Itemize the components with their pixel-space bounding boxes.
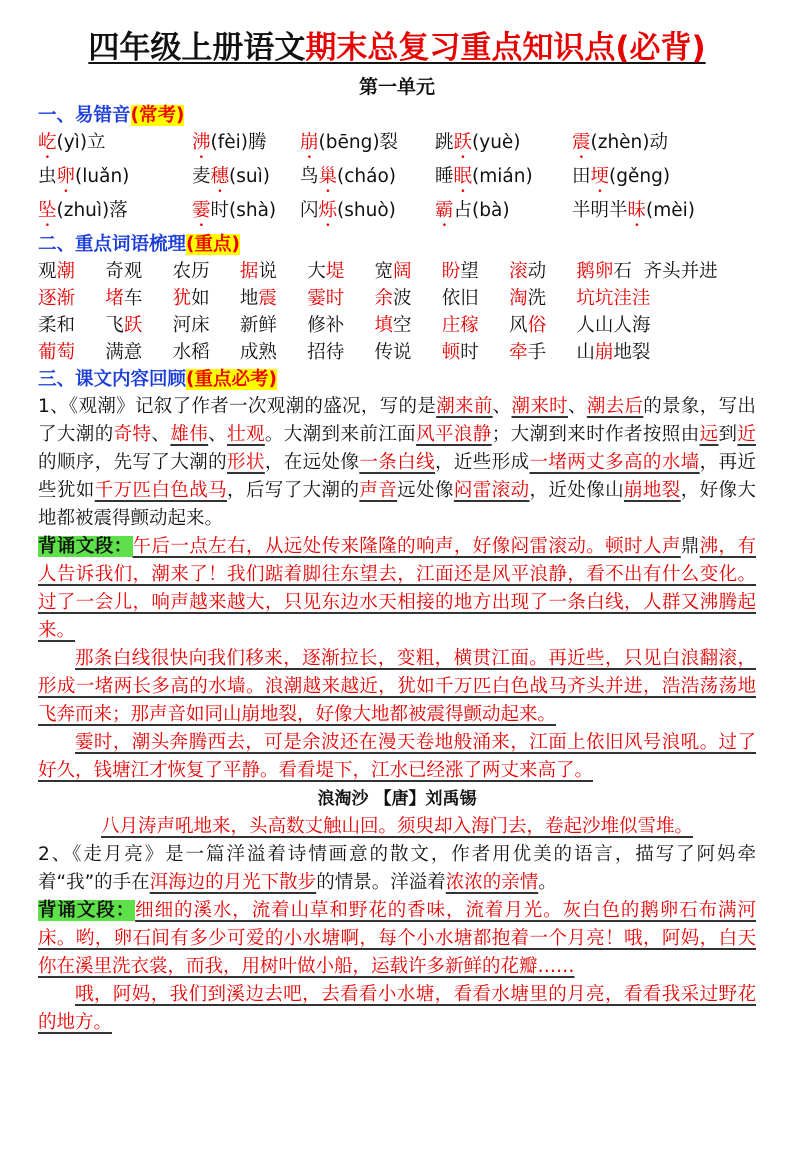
page-title — [38, 28, 756, 68]
poem-title: 浪淘沙 【唐】刘禹锡 — [317, 789, 477, 809]
grid-cell — [240, 285, 307, 312]
grid-cell — [192, 129, 300, 163]
text-segment: 沸 — [192, 132, 211, 153]
text-segment: 坠 — [38, 200, 57, 221]
text-segment: 跃 — [453, 132, 473, 153]
text-segment: 崩地裂 — [624, 480, 681, 501]
text-segment: (zhuì)落 — [56, 200, 128, 221]
text-segment: 震 — [258, 288, 277, 309]
grid-cell — [300, 129, 435, 163]
grid-cell — [307, 285, 374, 312]
grid-cell — [105, 258, 172, 285]
grid-cell — [576, 285, 651, 312]
grid-cell — [576, 339, 651, 366]
text-segment: 的景象，写出了大潮的 — [38, 396, 756, 445]
grid-cell — [576, 258, 643, 285]
text-segment: 俗 — [527, 315, 547, 336]
text-segment: 昧 — [627, 200, 647, 221]
text-segment: 波 — [393, 288, 412, 309]
text-segment: (fèi)腾 — [210, 132, 267, 153]
grid-cell — [442, 312, 509, 339]
text-segment: 满意 — [105, 342, 143, 363]
text-segment: 穗 — [210, 166, 230, 187]
text-segment: 。大潮到来前江面 — [264, 424, 417, 445]
grid-cell — [307, 258, 374, 285]
text-segment: 农历 — [172, 261, 210, 282]
grid-cell — [105, 285, 172, 312]
text-segment: 逐渐 — [38, 288, 76, 309]
text-segment: 新鲜 — [239, 315, 277, 336]
text-segment: (mián) — [472, 166, 533, 187]
text-segment: 潮来前 — [436, 396, 493, 417]
text-segment: (yuè) — [472, 132, 521, 153]
poem-text — [38, 813, 756, 841]
text-segment: (zhèn)动 — [590, 132, 668, 153]
words-grid — [38, 258, 756, 366]
text-segment: 屹 — [38, 132, 57, 153]
grid-cell — [643, 258, 718, 285]
document-page — [0, 28, 793, 1037]
text-segment: 睡 — [435, 166, 454, 187]
text-segment: 雄伟 — [170, 424, 209, 445]
text-segment: 地裂 — [613, 342, 651, 363]
grid-cell — [300, 197, 435, 231]
grid-row — [38, 285, 756, 312]
grid-cell — [572, 163, 670, 197]
text-segment: 一条白线 — [359, 452, 435, 473]
text-segment: 的情景。洋溢着 — [316, 872, 446, 893]
text-segment: 、 — [151, 424, 171, 445]
text-segment: 动 — [527, 261, 547, 282]
text-segment: 霸 — [435, 200, 454, 221]
grid-row — [38, 339, 756, 366]
text-segment: 修补 — [307, 315, 345, 336]
text-segment: (suì) — [229, 166, 270, 187]
text-segment: 、 — [208, 424, 228, 445]
text-segment: ；大潮到来时作者按照由 — [491, 424, 700, 445]
grid-cell — [192, 163, 300, 197]
text-segment: 传说 — [374, 342, 412, 363]
text-segment: ，近些形成 — [434, 452, 530, 473]
text-segment: 奇观 — [105, 261, 143, 282]
recitation-1 — [38, 533, 756, 645]
grid-cell — [435, 197, 572, 231]
grid-cell — [38, 258, 105, 285]
grid-cell — [300, 163, 435, 197]
text-segment: 庄稼 — [441, 315, 479, 336]
grid-cell — [374, 285, 441, 312]
text-segment: 堤 — [325, 261, 345, 282]
text-segment: 埂 — [590, 166, 610, 187]
text-segment: 霎 — [192, 200, 211, 221]
text-segment: 洱海边的月光下散步 — [149, 872, 317, 893]
text-segment: 远 — [699, 424, 719, 445]
text-segment: 1、《观潮》记叙了作者一次观潮的盛况，写的是 — [38, 396, 437, 417]
text-segment: 眠 — [453, 166, 473, 187]
text-segment: 一堵两丈多高的水墙 — [529, 452, 700, 473]
text-segment: 洗 — [527, 288, 547, 309]
text-segment: 水稻 — [172, 342, 210, 363]
text-segment: 到 — [718, 424, 738, 445]
grid-row — [38, 197, 756, 231]
grid-cell — [307, 312, 374, 339]
text-segment: 奇特 — [113, 424, 152, 445]
grid-row — [38, 163, 756, 197]
text-segment: 淘 — [509, 288, 528, 309]
text-segment: 震 — [572, 132, 591, 153]
text-segment: 远处像 — [397, 480, 454, 501]
grid-cell — [105, 312, 172, 339]
grid-cell — [38, 129, 192, 163]
text-segment: 飞 — [105, 315, 124, 336]
section-1-title: 一、易错音 — [38, 105, 131, 126]
grid-cell — [38, 312, 105, 339]
text-segment: 手 — [527, 342, 547, 363]
text-segment: 哦，阿妈，我们到溪边去吧，去看看小水塘，看看水塘里的月亮，看看我采过野花的地方。 — [38, 984, 756, 1033]
text-segment: 葡萄 — [38, 342, 76, 363]
text-segment: 崩 — [300, 132, 319, 153]
text-segment: 齐头并进 — [643, 261, 718, 282]
grid-row — [38, 312, 756, 339]
text-segment: 千万匹白色战马 — [94, 480, 228, 501]
text-segment: 顿 — [441, 342, 461, 363]
text-segment: (bēng)裂 — [318, 132, 399, 153]
grid-cell — [576, 312, 651, 339]
grid-cell — [442, 285, 509, 312]
text-segment: 形状 — [227, 452, 265, 473]
text-segment: (gěng) — [609, 166, 671, 187]
text-segment: 巢 — [318, 166, 338, 187]
unit-heading: 第一单元 — [358, 76, 435, 98]
text-segment: 时 — [460, 342, 479, 363]
text-segment: 崩 — [594, 342, 614, 363]
grid-cell — [240, 339, 307, 366]
text-segment: (shuò) — [337, 200, 396, 221]
title-black: 四年级上册语文 — [88, 30, 306, 66]
grid-cell — [38, 339, 105, 366]
section-2-title: 二、重点词语梳理 — [38, 234, 187, 255]
grid-cell — [572, 197, 695, 231]
text-segment: 的顺序，先写了大潮的 — [38, 452, 228, 473]
section-2-heading — [38, 231, 756, 258]
text-segment: 鹅卵 — [576, 261, 614, 282]
text-segment: 潮 — [56, 261, 76, 282]
text-segment: (cháo) — [337, 166, 397, 187]
text-segment: 坑坑洼洼 — [576, 288, 651, 309]
grid-cell — [509, 339, 576, 366]
text-segment: 潮来时 — [511, 396, 568, 417]
text-segment: 霎时，潮头奔腾西去，可是余波还在漫天卷地般涌来，江面上依旧风号浪吼。过了好久，钱塘江才恢复了平静。看看堤下，江水已经涨了两丈来高了。 — [38, 732, 756, 781]
text-segment: 潮去后 — [586, 396, 644, 417]
grid-cell — [192, 197, 300, 231]
section-2-tag: (重点) — [186, 234, 240, 255]
text-segment: 山 — [576, 342, 595, 363]
text-segment: 风平浪静 — [416, 424, 492, 445]
text-segment: 闷雷滚动 — [453, 480, 530, 501]
paragraph-guanchao — [38, 393, 756, 533]
grid-cell — [435, 129, 572, 163]
paragraph-zouyueliang — [38, 841, 756, 897]
section-1-tag: (常考) — [130, 105, 185, 126]
text-segment: 霎时 — [307, 288, 345, 309]
text-segment: 壮观 — [227, 424, 265, 445]
text-segment: 如 — [191, 288, 210, 309]
text-segment: 车 — [123, 288, 143, 309]
title-red: 期末总复习重点知识点(必背) — [305, 30, 706, 66]
grid-row — [38, 258, 756, 285]
text-segment: 说 — [258, 261, 277, 282]
grid-cell — [442, 258, 509, 285]
text-segment: ，近处像山 — [529, 480, 624, 501]
grid-cell — [38, 285, 105, 312]
text-segment: 田 — [572, 166, 591, 187]
text-segment: 余 — [374, 288, 393, 309]
grid-cell — [38, 197, 192, 231]
text-segment: 望 — [460, 261, 479, 282]
text-segment: 闪 — [300, 200, 319, 221]
text-segment: 沸，有人告诉我们，潮来了！我们踮着脚往东望去，江面还是风平浪静，看不出有什么变化。过了一会儿，响声越来越大，只见东边水天相接的地方出现了一条白线，人群又沸腾起来。 — [38, 536, 756, 641]
text-segment: (yì)立 — [56, 132, 106, 153]
text-segment: 地 — [239, 288, 259, 309]
text-segment: ，在远处像 — [264, 452, 360, 473]
text-segment: 成熟 — [239, 342, 277, 363]
text-segment: 人山人海 — [576, 315, 651, 336]
section-1-heading — [38, 102, 756, 129]
grid-cell — [173, 339, 240, 366]
recitation-2 — [38, 645, 756, 729]
recitation-4 — [38, 897, 756, 981]
text-segment: ，后写了大潮的 — [227, 480, 360, 501]
text-segment: ，再近些犹如 — [38, 452, 756, 501]
text-segment: 卵 — [56, 166, 76, 187]
text-segment: 河床 — [172, 315, 210, 336]
text-segment: 声音 — [359, 480, 398, 501]
grid-cell — [374, 258, 441, 285]
grid-cell — [38, 163, 192, 197]
text-segment: 柔和 — [38, 315, 76, 336]
text-segment: 犹 — [172, 288, 192, 309]
text-segment: 观 — [38, 261, 57, 282]
recitation-3 — [38, 729, 756, 785]
text-segment: 填 — [374, 315, 393, 336]
text-segment: (mèi) — [646, 200, 696, 221]
text-segment: 近 — [737, 424, 756, 445]
grid-cell — [240, 312, 307, 339]
grid-cell — [435, 163, 572, 197]
text-segment: 午后一点左右，从远处传来隆隆的响声，好像闷雷滚动。顿时人声 — [132, 536, 681, 557]
grid-cell — [173, 312, 240, 339]
text-segment: 半明半 — [572, 200, 628, 221]
text-segment: 鸟 — [300, 166, 319, 187]
text-segment: 空 — [393, 315, 412, 336]
text-segment: 鼎 — [680, 536, 700, 557]
text-segment: ，好像大地都被震得颤动起来。 — [38, 480, 756, 529]
grid-row — [38, 129, 756, 163]
text-segment: 占(bà) — [453, 200, 510, 221]
text-segment: 麦 — [192, 166, 211, 187]
grid-cell — [240, 258, 307, 285]
text-segment: 据 — [239, 261, 259, 282]
text-segment: 滚 — [509, 261, 528, 282]
text-segment: 那条白线很快向我们移来，逐渐拉长，变粗，横贯江面。再近些，只见白浪翻滚，形成一堵两长多高的水墙。浪潮越来越近，犹如千万匹白色战马齐头并进，浩浩荡荡地飞奔而来；那声音如同山崩地裂，好像大地都被震得颤动起来。 — [38, 648, 756, 725]
grid-cell — [572, 129, 668, 163]
text-segment: 。 — [538, 872, 557, 893]
grid-cell — [509, 312, 576, 339]
text-segment: 盼 — [441, 261, 461, 282]
text-segment: 堵 — [105, 288, 124, 309]
text-segment: 石 — [613, 261, 632, 282]
text-segment: 、 — [567, 396, 587, 417]
grid-cell — [442, 339, 509, 366]
recitation-label: 背诵文段： — [38, 900, 136, 921]
grid-cell — [509, 285, 576, 312]
text-segment: 牵 — [509, 342, 528, 363]
text-segment: 大 — [307, 261, 326, 282]
text-segment: 虫 — [38, 166, 57, 187]
grid-cell — [173, 258, 240, 285]
section-3-title: 三、课文内容回顾 — [38, 369, 187, 390]
text-segment: 阔 — [393, 261, 412, 282]
text-segment: 烁 — [318, 200, 338, 221]
text-segment: 招待 — [307, 342, 345, 363]
text-segment: (luǎn) — [75, 166, 130, 187]
recitation-label: 背诵文段： — [38, 536, 133, 557]
pinyin-grid — [38, 129, 756, 231]
grid-cell — [509, 258, 576, 285]
text-segment: 跃 — [123, 315, 143, 336]
text-segment: 风 — [509, 315, 528, 336]
grid-cell — [374, 339, 441, 366]
text-segment: 浓浓的亲情 — [445, 872, 539, 893]
text-segment: 细细的溪水，流着山草和野花的香味，流着月光。灰白色的鹅卵石布满河床。哟，卵石间有多少可爱的小水塘啊，每个小水塘都抱着一个月亮！哦，阿妈，白天你在溪里洗衣裳，而我，用树叶做小船，运载许多新鲜的花瓣…… — [38, 900, 756, 977]
text-segment: 跳 — [435, 132, 454, 153]
grid-cell — [105, 339, 172, 366]
text-segment: 时(shà) — [210, 200, 277, 221]
section-3-heading — [38, 366, 756, 393]
section-3-tag: (重点必考) — [186, 369, 277, 390]
grid-cell — [374, 312, 441, 339]
text-segment: 2、《走月亮》是一篇洋溢着诗情画意的散文，作者用优美的语言，描写了阿妈牵着“我”的手在 — [38, 844, 756, 893]
text-segment: 依旧 — [441, 288, 479, 309]
poem-lines: 八月涛声吼地来，头高数丈触山回。须臾却入海门去，卷起沙堆似雪堆。 — [100, 816, 693, 837]
grid-cell — [307, 339, 374, 366]
text-segment: 宽 — [374, 261, 393, 282]
text-segment: 、 — [492, 396, 512, 417]
recitation-5 — [38, 981, 756, 1037]
grid-cell — [173, 285, 240, 312]
